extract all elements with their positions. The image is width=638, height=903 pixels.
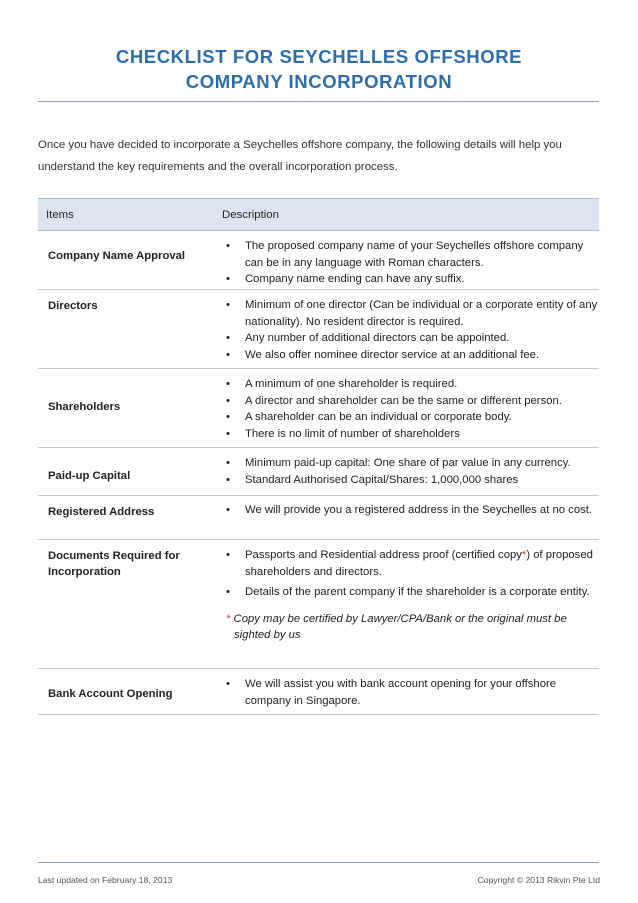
bullet-item: • A shareholder can be an individual or corporate body. bbox=[226, 411, 512, 423]
title-line-1: CHECKLIST FOR SEYCHELLES OFFSHORE bbox=[115, 46, 523, 67]
bullet-item: • Company name ending can have any suffix. bbox=[226, 273, 465, 285]
bullet-item: • Passports and Residential address proof (certified copy*) of proposed shareholders and directors. bbox=[226, 549, 593, 578]
row-description bbox=[226, 547, 598, 644]
row-item-label: Company Name Approval bbox=[48, 250, 186, 262]
row-description bbox=[226, 502, 598, 519]
table-header bbox=[38, 198, 599, 231]
row-item-label: Directors bbox=[48, 300, 98, 312]
row-description bbox=[226, 238, 598, 288]
header-description: Description bbox=[222, 209, 279, 221]
bullet-item: • The proposed company name of your Seychelles offshore company can be in any language with Roman characters. bbox=[226, 240, 584, 269]
footer-last-updated: Last updated on February 18, 2013 bbox=[38, 875, 173, 885]
table-row bbox=[38, 290, 599, 369]
row-item-label: Bank Account Opening bbox=[48, 688, 173, 700]
bullet-item: • We also offer nominee director service at an additional fee. bbox=[226, 348, 540, 361]
row-description bbox=[226, 676, 598, 709]
row-item-label: Registered Address bbox=[48, 506, 155, 518]
row-description bbox=[226, 297, 598, 363]
table-row bbox=[38, 540, 599, 669]
bullet-item: • Minimum paid-up capital: One share of par value in any currency. bbox=[226, 457, 571, 469]
bullet-item: • Minimum of one director (Can be individual or a corporate entity of any nationality). No resident director is required. bbox=[226, 299, 598, 328]
bullet-item: • We will assist you with bank account opening for your offshore company in Singapore. bbox=[226, 678, 557, 707]
table-row bbox=[38, 496, 599, 540]
document-title bbox=[38, 44, 600, 94]
bullet-item: • Details of the parent company if the shareholder is a corporate entity. bbox=[226, 586, 590, 598]
row-description bbox=[226, 455, 598, 488]
title-line-2: COMPANY INCORPORATION bbox=[185, 71, 453, 92]
title-divider bbox=[38, 101, 599, 102]
row-item-label: Shareholders bbox=[48, 401, 121, 413]
bullet-item: • A director and shareholder can be the same or different person. bbox=[226, 394, 562, 407]
checklist-table bbox=[38, 198, 599, 715]
bullet-item: • We will provide you a registered address in the Seychelles at no cost. bbox=[226, 504, 593, 516]
bullet-item: • There is no limit of number of shareholders bbox=[226, 427, 460, 440]
header-items: Items bbox=[46, 209, 74, 221]
footer-copyright: Copyright © 2013 Rikvin Pte Ltd bbox=[477, 875, 600, 885]
bullet-item: • Any number of additional directors can be appointed. bbox=[226, 332, 510, 344]
bullet-item: • A minimum of one shareholder is required. bbox=[226, 378, 458, 390]
table-row bbox=[38, 448, 599, 496]
intro-paragraph: Once you have decided to incorporate a Seychelles offshore company, the following details will help you understand the key requirements and the overall incorporation process. bbox=[38, 139, 562, 173]
bullet-item: • Standard Authorised Capital/Shares: 1,000,000 shares bbox=[226, 473, 519, 486]
certification-note: * Copy may be certified by Lawyer/CPA/Bank or the original must be sighted by us bbox=[226, 612, 567, 641]
table-row bbox=[38, 369, 599, 448]
row-description bbox=[226, 376, 598, 442]
row-item-label: Paid-up Capital bbox=[48, 470, 131, 482]
row-item-label: Documents Required for Incorporation bbox=[48, 550, 180, 578]
table-row bbox=[38, 669, 599, 715]
table-row bbox=[38, 231, 599, 290]
footer-divider bbox=[38, 862, 599, 863]
